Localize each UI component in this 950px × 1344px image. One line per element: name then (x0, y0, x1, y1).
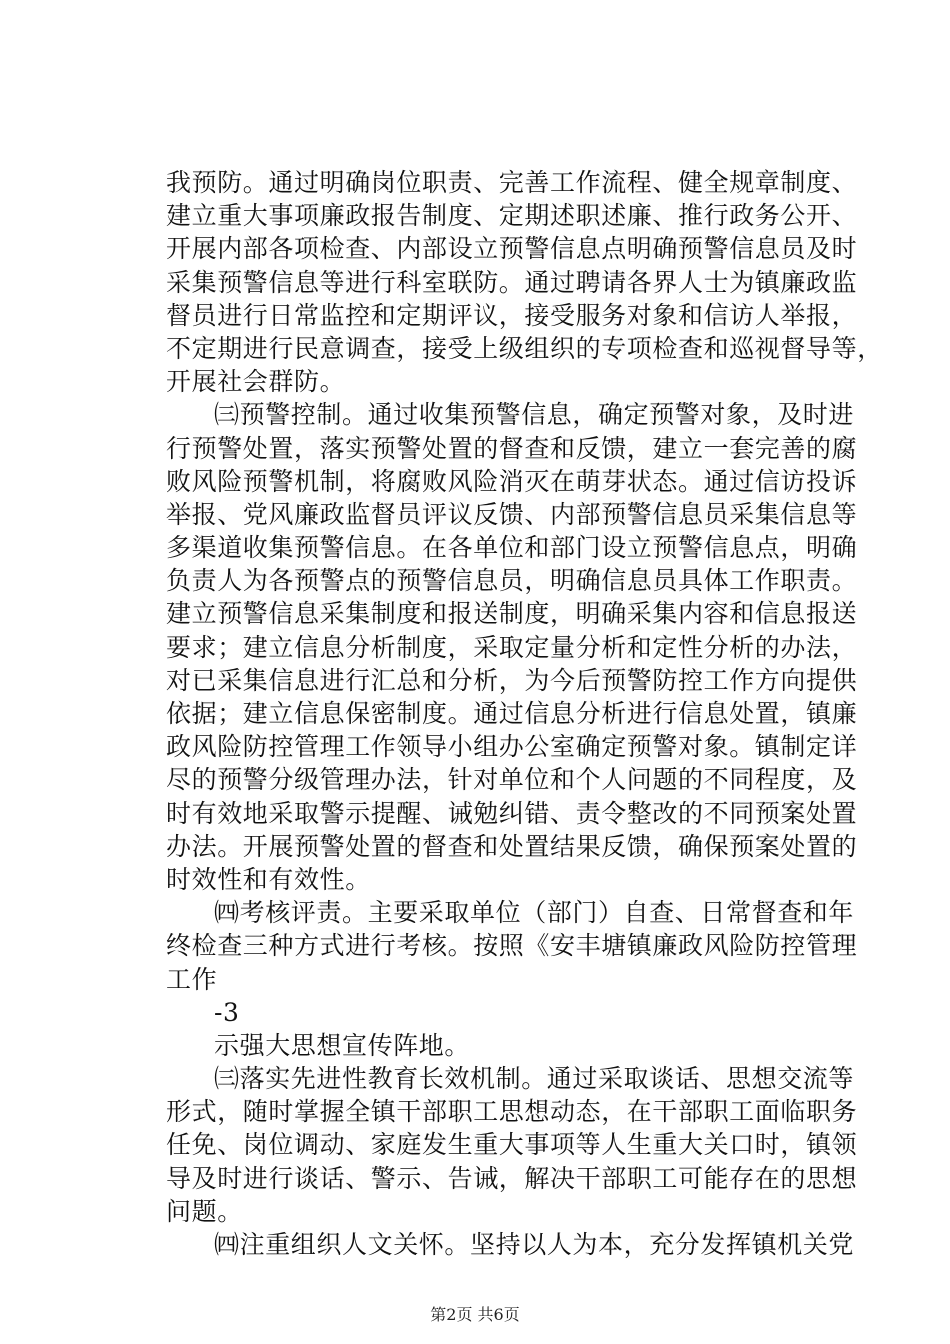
text-line: 败风险预警机制，将腐败风险消灭在萌芽状态。通过信访投诉 (166, 466, 858, 496)
text-line: 我预防。通过明确岗位职责、完善工作流程、健全规章制度、 (166, 168, 858, 197)
text-line: 形式，随时掌握全镇干部职工思想动态，在干部职工面临职务 (166, 1097, 858, 1127)
text-line: 建立重大事项廉政报告制度、定期述职述廉、推行政务公开、 (166, 201, 858, 231)
text-line: 依据；建立信息保密制度。通过信息分析进行信息处置，镇廉 (166, 699, 858, 728)
text-line: 办法。开展预警处置的督查和处置结果反馈，确保预案处置的 (166, 831, 858, 861)
text-line: 终检查三种方式进行考核。按照《安丰塘镇廉政风险防控管理 (166, 931, 858, 961)
text-line: 要求；建立信息分析制度，采取定量分析和定性分析的办法， (166, 632, 858, 662)
text-line: ㈢预警控制。通过收集预警信息，确定预警对象，及时进 (214, 400, 855, 430)
text-line: 举报、党风廉政监督员评议反馈、内部预警信息员采集信息等 (166, 499, 858, 529)
text-line: 问题。 (166, 1196, 243, 1226)
text-line: ㈣注重组织人文关怀。坚持以人为本，充分发挥镇机关党 (214, 1230, 855, 1259)
text-line: 督员进行日常监控和定期评议，接受服务对象和信访人举报， (166, 300, 858, 330)
text-line: 对已采集信息进行汇总和分析，为今后预警防控工作方向提供 (166, 665, 858, 695)
text-line: 尽的预警分级管理办法，针对单位和个人问题的不同程度，及 (166, 765, 858, 795)
text-line: 时有效地采取警示提醒、诫勉纠错、责令整改的不同预案处置 (166, 798, 858, 828)
text-line: 负责人为各预警点的预警信息员，明确信息员具体工作职责。 (166, 566, 858, 596)
text-line: 任免、岗位调动、家庭发生重大事项等人生重大关口时，镇领 (166, 1130, 858, 1160)
text-line: 建立预警信息采集制度和报送制度，明确采集内容和信息报送 (166, 599, 858, 629)
text-line: ㈢落实先进性教育长效机制。通过采取谈话、思想交流等 (214, 1064, 855, 1094)
page-footer: 第2页 共6页 (430, 1305, 520, 1324)
text-line: 示强大思想宣传阵地。 (214, 1030, 471, 1060)
text-line: 多渠道收集预警信息。在各单位和部门设立预警信息点，明确 (166, 533, 858, 563)
text-line: 开展内部各项检查、内部设立预警信息点明确预警信息员及时 (166, 234, 858, 264)
body-text (166, 166, 883, 1261)
text-line: 采集预警信息等进行科室联防。通过聘请各界人士为镇廉政监 (166, 267, 858, 297)
text-line: -3 (214, 997, 240, 1027)
text-line: 行预警处置，落实预警处置的督查和反馈，建立一套完善的腐 (166, 433, 858, 463)
text-line: 工作 (166, 964, 218, 994)
text-line: 政风险防控管理工作领导小组办公室确定预警对象。镇制定详 (166, 732, 858, 762)
text-line: 不定期进行民意调查，接受上级组织的专项检查和巡视督导等， (166, 333, 883, 363)
text-line: 导及时进行谈话、警示、告诫，解决干部职工可能存在的思想 (166, 1163, 858, 1193)
text-line: ㈣考核评责。主要采取单位（部门）自查、日常督查和年 (214, 898, 855, 928)
text-line: 时效性和有效性。 (166, 864, 371, 894)
text-line: 开展社会群防。 (166, 367, 346, 397)
